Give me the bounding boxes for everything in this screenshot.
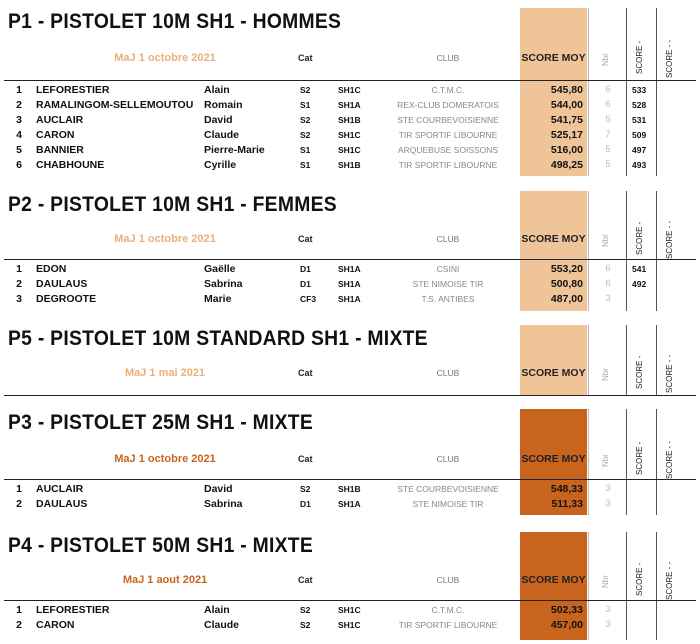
class-cell: SH1B [338,160,361,170]
lastname-cell: CARON [36,619,75,631]
category-cell: S1 [300,100,311,110]
header-score-1: SCORE - [635,40,644,74]
header-nbr: Nbr [601,234,610,247]
header-score-2: SCORE - - [665,354,674,393]
club-cell: REX-CLUB DOMERATOIS [397,100,499,110]
club-cell: TIR SPORTIF LIBOURNE [398,160,498,170]
class-cell: SH1C [338,130,361,140]
header-score-2: SCORE - - [665,561,674,600]
rank-cell: 3 [16,114,22,126]
firstname-cell: Cyrille [204,159,237,171]
best-score-cell: 509 [632,130,647,140]
lastname-cell: CARON [36,129,75,141]
header-club: CLUB [436,575,460,585]
lastname-cell: DAULAUS [36,498,88,510]
table-row [0,98,700,112]
column-divider [626,325,627,395]
score-cell: 548,33 [550,483,583,495]
score-cell: 487,00 [550,293,583,305]
rank-cell: 1 [16,263,22,275]
category-cell: S1 [300,145,311,155]
club-cell: ARQUEBUSE SOISSONS [397,145,499,155]
section-title: P2 - PISTOLET 10M SH1 - FEMMES [8,193,337,216]
table-row [0,262,700,276]
nbr-cell: 6 [605,263,611,274]
section-title: P3 - PISTOLET 25M SH1 - MIXTE [8,411,314,434]
header-score-2: SCORE - - [665,440,674,479]
lastname-cell: RAMALINGOM-SELLEMOUTOU [36,99,194,111]
score-column-bg [520,325,587,395]
update-date: MaJ 1 mai 2021 [124,367,206,379]
firstname-cell: David [204,114,233,126]
best-score-cell: 493 [632,160,647,170]
table-row [0,128,700,142]
header-underline [4,80,696,81]
rank-cell: 2 [16,99,22,111]
score-cell: 545,80 [550,84,583,96]
category-cell: S2 [300,115,311,125]
nbr-cell: 6 [605,99,611,110]
firstname-cell: Romain [204,99,243,111]
firstname-cell: Pierre-Marie [204,144,265,156]
update-date: MaJ 1 octobre 2021 [114,233,216,245]
rank-cell: 1 [16,483,22,495]
class-cell: SH1A [338,294,361,304]
score-cell: 511,33 [551,498,583,510]
section-title: P4 - PISTOLET 50M SH1 - MIXTE [8,534,314,557]
header-club: CLUB [436,454,460,464]
category-cell: S2 [300,130,311,140]
header-nbr: Nbr [601,53,610,66]
lastname-cell: EDON [36,263,67,275]
header-underline [4,395,696,396]
header-underline [4,259,696,260]
lastname-cell: BANNIER [36,144,84,156]
club-cell: T.S. ANTIBES [421,294,475,304]
table-row [0,603,700,617]
header-underline [4,479,696,480]
class-cell: SH1C [338,605,361,615]
score-cell: 544,00 [550,99,583,111]
header-score-moy: SCORE MOY [521,574,586,586]
category-cell: CF3 [300,294,317,304]
nbr-cell: 7 [605,129,611,140]
header-club: CLUB [436,53,460,63]
header-score-1: SCORE - [635,355,644,389]
rank-cell: 1 [16,604,22,616]
firstname-cell: Claude [204,129,240,141]
best-score-cell: 541 [632,264,647,274]
header-score-1: SCORE - [635,221,644,255]
nbr-cell: 3 [605,483,611,494]
lastname-cell: CHABHOUNE [36,159,105,171]
firstname-cell: Alain [204,604,230,616]
category-cell: S1 [300,160,311,170]
club-cell: STE COURBEVOISIENNE [397,484,499,494]
best-score-cell: 497 [632,145,647,155]
class-cell: SH1B [338,115,361,125]
rank-cell: 1 [16,84,22,96]
table-row [0,83,700,97]
score-cell: 500,80 [550,278,583,290]
header-cat: Cat [298,575,313,585]
header-cat: Cat [298,454,313,464]
class-cell: SH1A [338,264,361,274]
nbr-cell: 3 [605,604,611,615]
header-club: CLUB [436,234,460,244]
table-row [0,292,700,306]
category-cell: S2 [300,484,311,494]
section-title: P1 - PISTOLET 10M SH1 - HOMMES [8,10,342,33]
header-score-1: SCORE - [635,562,644,596]
lastname-cell: DEGROOTE [36,293,97,305]
header-score-1: SCORE - [635,441,644,475]
nbr-cell: 5 [605,159,611,170]
category-cell: D1 [300,279,311,289]
firstname-cell: Marie [204,293,232,305]
category-cell: D1 [300,499,311,509]
class-cell: SH1C [338,85,361,95]
header-nbr: Nbr [601,575,610,588]
rank-cell: 2 [16,498,22,510]
best-score-cell: 531 [632,115,647,125]
header-score-moy: SCORE MOY [521,52,586,64]
firstname-cell: Gaëlle [204,263,236,275]
rank-cell: 2 [16,619,22,631]
best-score-cell: 533 [632,85,647,95]
category-cell: D1 [300,264,311,274]
score-cell: 498,25 [550,159,583,171]
club-cell: TIR SPORTIF LIBOURNE [398,130,498,140]
header-score-2: SCORE - - [665,39,674,78]
class-cell: SH1A [338,499,361,509]
nbr-cell: 5 [605,114,611,125]
firstname-cell: Sabrina [204,278,243,290]
firstname-cell: David [204,483,233,495]
update-date: MaJ 1 octobre 2021 [114,52,216,64]
column-divider [656,325,657,395]
rank-cell: 6 [16,159,22,171]
score-cell: 516,00 [550,144,583,156]
nbr-cell: 5 [605,144,611,155]
class-cell: SH1C [338,620,361,630]
club-cell: STE NIMOISE TIR [412,279,484,289]
table-row [0,113,700,127]
class-cell: SH1C [338,145,361,155]
lastname-cell: DAULAUS [36,278,88,290]
firstname-cell: Alain [204,84,230,96]
club-cell: C.T.M.C. [431,605,465,615]
club-cell: STE NIMOISE TIR [412,499,484,509]
lastname-cell: LEFORESTIER [36,604,110,616]
best-score-cell: 528 [632,100,647,110]
firstname-cell: Sabrina [204,498,243,510]
lastname-cell: LEFORESTIER [36,84,110,96]
header-nbr: Nbr [601,454,610,467]
club-cell: TIR SPORTIF LIBOURNE [398,620,498,630]
category-cell: S2 [300,605,311,615]
class-cell: SH1A [338,100,361,110]
nbr-cell: 3 [605,293,611,304]
score-cell: 457,00 [550,619,583,631]
score-cell: 553,20 [550,263,583,275]
header-score-moy: SCORE MOY [521,367,586,379]
column-divider [588,325,589,395]
header-score-2: SCORE - - [665,220,674,259]
class-cell: SH1B [338,484,361,494]
header-cat: Cat [298,234,313,244]
ranking-section [0,8,700,180]
header-cat: Cat [298,368,313,378]
table-row [0,277,700,291]
score-cell: 525,17 [550,129,583,141]
club-cell: CSINI [436,264,460,274]
nbr-cell: 6 [605,84,611,95]
ranking-section [0,325,700,399]
table-row [0,497,700,511]
rank-cell: 2 [16,278,22,290]
header-club: CLUB [436,368,460,378]
lastname-cell: AUCLAIR [36,483,84,495]
best-score-cell: 492 [632,279,647,289]
rank-cell: 4 [16,129,22,141]
score-cell: 502,33 [550,604,583,616]
score-cell: 541,75 [550,114,583,126]
table-row [0,618,700,632]
club-cell: C.T.M.C. [431,85,465,95]
header-score-moy: SCORE MOY [521,453,586,465]
lastname-cell: AUCLAIR [36,114,84,126]
header-cat: Cat [298,53,313,63]
nbr-cell: 6 [605,278,611,289]
firstname-cell: Claude [204,619,240,631]
section-title: P5 - PISTOLET 10M STANDARD SH1 - MIXTE [8,327,428,350]
table-row [0,143,700,157]
club-cell: STE COURBEVOISIENNE [397,115,499,125]
ranking-section [0,532,700,644]
header-score-moy: SCORE MOY [521,233,586,245]
update-date: MaJ 1 aout 2021 [122,574,208,586]
class-cell: SH1A [338,279,361,289]
header-nbr: Nbr [601,368,610,381]
ranking-section [0,409,700,519]
rank-cell: 3 [16,293,22,305]
rank-cell: 5 [16,144,22,156]
update-date: MaJ 1 octobre 2021 [114,453,216,465]
table-row [0,158,700,172]
ranking-section [0,191,700,315]
nbr-cell: 3 [605,619,611,630]
table-row [0,482,700,496]
nbr-cell: 3 [605,498,611,509]
header-underline [4,600,696,601]
category-cell: S2 [300,620,311,630]
category-cell: S2 [300,85,311,95]
